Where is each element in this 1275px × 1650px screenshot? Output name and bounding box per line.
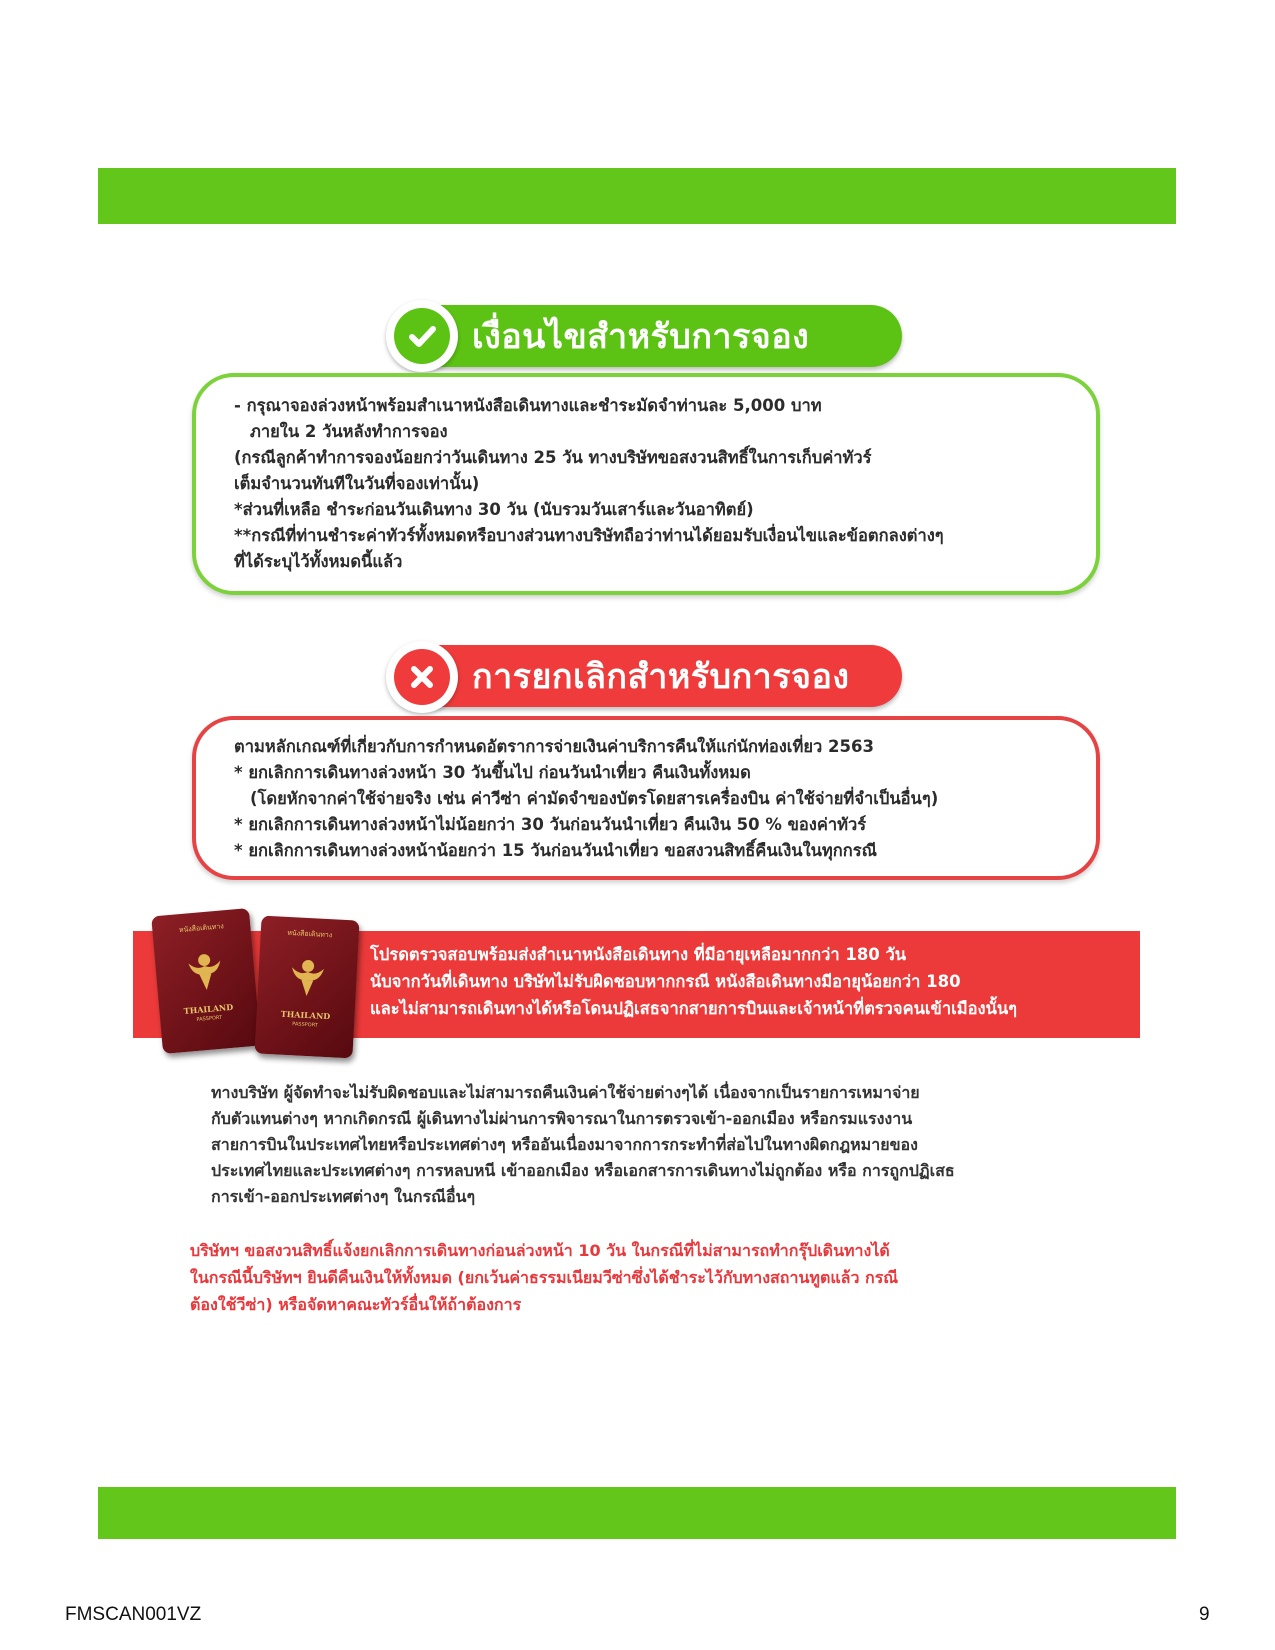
passport-type: PASSPORT: [196, 1014, 223, 1023]
disclaimer-line: ประเทศไทยและประเทศต่างๆ การหลบหนี เข้าออกเมือง หรือเอกสารการเดินทางไม่ถูกต้อง หรือ การถูกปฏิเสธ: [211, 1161, 955, 1180]
liability-disclaimer: [211, 1080, 1111, 1210]
top-green-bar: [98, 168, 1176, 224]
booking-line: ภายใน 2 วันหลังทำการจอง: [250, 422, 448, 441]
booking-line: *ส่วนที่เหลือ ชำระก่อนวันเดินทาง 30 วัน (นับรวมวันเสาร์และวันอาทิตย์): [234, 500, 754, 519]
booking-line: - กรุณาจองล่วงหน้าพร้อมสำเนาหนังสือเดินทางและชำระมัดจำท่านละ 5,000 บาท: [234, 396, 822, 415]
passport-icon: [151, 908, 261, 1054]
bottom-green-bar: [98, 1487, 1176, 1539]
banner-line: นับจากวันที่เดินทาง บริษัทไม่รับผิดชอบหากกรณี หนังสือเดินทางมีอายุน้อยกว่า 180: [370, 972, 961, 991]
notice-line: ต้องใช้วีซ่า) หรือจัดหาคณะทัวร์อื่นให้ถ้าต้องการ: [190, 1295, 522, 1314]
booking-conditions-title: เงื่อนไขสำหรับการจอง: [472, 317, 810, 357]
passport-country: THAILAND: [280, 1008, 331, 1022]
cancellation-line: * ยกเลิกการเดินทางล่วงหน้า 30 วันขึ้นไป ก่อนวันนำเที่ยว คืนเงินทั้งหมด: [234, 763, 751, 782]
booking-line: เต็มจำนวนทันทีในวันที่จองเท่านั้น): [234, 474, 480, 493]
booking-conditions-header: [390, 305, 902, 367]
passport-type: PASSPORT: [292, 1021, 318, 1029]
cancellation-line: * ยกเลิกการเดินทางล่วงหน้าน้อยกว่า 15 วันก่อนวันนำเที่ยว ขอสงวนสิทธิ์คืนเงินในทุกกรณี: [234, 841, 877, 860]
passport-top-text: หนังสือเดินทาง: [287, 928, 333, 940]
banner-line: โปรดตรวจสอบพร้อมส่งสำเนาหนังสือเดินทาง ที่มีอายุเหลือมากกว่า 180 วัน: [370, 945, 907, 964]
booking-conditions-box: [192, 373, 1100, 595]
notice-line: ในกรณีนี้บริษัทฯ ยินดีคืนเงินให้ทั้งหมด (ยกเว้นค่าธรรมเนียมวีซ่าซึ่งได้ชำระไว้กับทางสถานทูตแล้ว กรณี: [190, 1268, 899, 1287]
disclaimer-line: ทางบริษัท ผู้จัดทำจะไม่รับผิดชอบและไม่สามารถคืนเงินค่าใช้จ่ายต่างๆได้ เนื่องจากเป็นรายการเหมาจ่าย: [211, 1083, 920, 1102]
cancellation-line: (โดยหักจากค่าใช้จ่ายจริง เช่น ค่าวีซ่า ค่ามัดจำของบัตรโดยสารเครื่องบิน ค่าใช้จ่ายที่จำเป็นอื่นๆ): [250, 789, 939, 808]
booking-line: ที่ได้ระบุไว้ทั้งหมดนี้แล้ว: [234, 552, 403, 571]
cancellation-title: การยกเลิกสำหรับการจอง: [472, 657, 850, 697]
garuda-emblem-icon: [286, 953, 328, 999]
cancellation-line: ตามหลักเกณฑ์ที่เกี่ยวกับการกำหนดอัตราการจ่ายเงินค่าบริการคืนให้แก่นักท่องเที่ยว 2563: [234, 737, 874, 756]
passport-country: THAILAND: [183, 1001, 234, 1017]
garuda-emblem-icon: [183, 946, 227, 993]
booking-line: (กรณีลูกค้าทำการจองน้อยกว่าวันเดินทาง 25 วัน ทางบริษัทขอสงวนสิทธิ์ในการเก็บค่าทัวร์: [234, 448, 872, 467]
disclaimer-line: สายการบินในประเทศไทยหรือประเทศต่างๆ หรืออันเนื่องมาจากการกระทำที่ส่อไปในทางผิดกฎหมายของ: [211, 1135, 918, 1154]
disclaimer-line: การเข้า-ออกประเทศต่างๆ ในกรณีอื่นๆ: [211, 1187, 476, 1206]
passport-warning-text: [370, 941, 1017, 1022]
page-number: 9: [1199, 1604, 1210, 1625]
banner-line: และไม่สามารถเดินทางได้หรือโดนปฏิเสธจากสายการบินและเจ้าหน้าที่ตรวจคนเข้าเมืองนั้นๆ: [370, 999, 1017, 1018]
cancellation-header: [390, 645, 902, 707]
cancellation-box: [192, 716, 1100, 880]
check-icon: [386, 300, 458, 372]
notice-line: บริษัทฯ ขอสงวนสิทธิ์แจ้งยกเลิกการเดินทางก่อนล่วงหน้า 10 วัน ในกรณีที่ไม่สามารถทำกรุ๊ปเดินทางได้: [190, 1241, 890, 1260]
cancellation-line: * ยกเลิกการเดินทางล่วงหน้าไม่น้อยกว่า 30 วันก่อนวันนำเที่ยว คืนเงิน 50 % ของค่าทัวร์: [234, 815, 867, 834]
document-code: FMSCAN001VZ: [65, 1604, 202, 1625]
passport-icon: [254, 916, 359, 1059]
disclaimer-line: กับตัวแทนต่างๆ หากเกิดกรณี ผู้เดินทางไม่ผ่านการพิจารณาในการตรวจเข้า-ออกเมือง หรือกรมแรงงาน: [211, 1109, 913, 1128]
passport-top-text: หนังสือเดินทาง: [178, 922, 225, 935]
cancellation-notice: [190, 1237, 1110, 1318]
close-icon: [386, 641, 458, 713]
booking-line: **กรณีที่ท่านชำระค่าทัวร์ทั้งหมดหรือบางส่วนทางบริษัทถือว่าท่านได้ยอมรับเงื่อนไขและข้อตกลงต่างๆ: [234, 526, 944, 545]
